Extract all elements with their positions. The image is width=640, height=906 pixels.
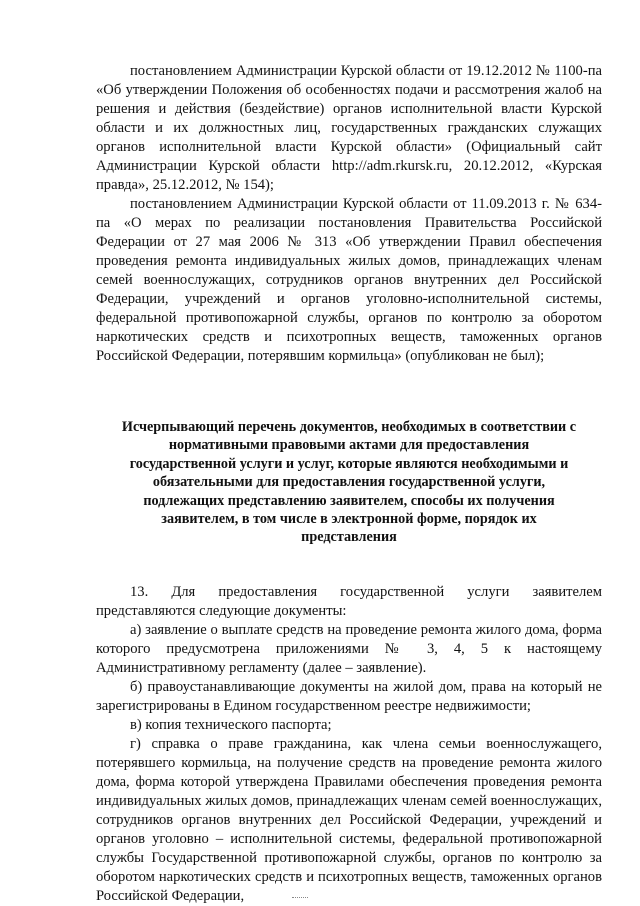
list-item-b: б) правоустанавливающие документы на жилой дом, права на который не зарегистрированы в Едином государственном реестре недвижимости; bbox=[96, 678, 602, 714]
section-spacer bbox=[96, 547, 602, 583]
list-item-g: г) справка о праве гражданина, как члена семьи военнослужащего, потерявшего кормильца, на получение средств на проведение ремонта жилого дома, форма которой утверждена Правилами обеспечения проведения ремонта индивидуальных жилых домов, принадлежащих членам семей военнослужащих, сотрудников органов внутренних дел Российской Федерации, учреждений и органов уголовно – исполнительной системы, федеральной противопожарной службы Государственной противопожарной службы, органов по контролю за оборотом наркотических средств и психотропных веществ, таможенных органов Российской Федерации, bbox=[96, 735, 602, 904]
paragraph-item-13: 13. Для предоставления государственной услуги заявителем представляются следующие документы: bbox=[96, 583, 602, 619]
list-item-a: а) заявление о выплате средств на проведение ремонта жилого дома, форма которого предусмотрена приложениями № 3, 4, 5 к настоящему Административному регламенту (далее – заявление). bbox=[96, 621, 602, 676]
section-heading: Исчерпывающий перечень документов, необходимых в соответствии с нормативными правовыми актами для предоставления государственной услуги и услуг, которые являются необходимыми и обязательными для предоставления государственной услуги, подлежащих представлению заявителем, способы их получения заявителем, в том числе в электронной форме, порядок их представления bbox=[121, 419, 577, 546]
paragraph-decree-634: постановлением Администрации Курской области от 11.09.2013 г. № 634-па «О мерах по реализации постановления Правительства Российской Федерации от 27 мая 2006 № 313 «Об утверждении Правил обеспечения проведения ремонта индивидуальных жилых домов, принадлежащих членам семей военнослужащих, сотрудников органов внутренних дел Российской Федерации, учреждений и органов уголовно-исполнительной системы, федеральной противопожарной службы, органов по контролю за оборотом наркотических средств и психотропных веществ, таможенных органов Российской Федерации, потерявшим кормильца» (опубликован не был); bbox=[96, 196, 602, 364]
scan-artifact bbox=[292, 897, 308, 901]
list-item-v: в) копия технического паспорта; bbox=[130, 716, 332, 733]
paragraph-decree-1100: постановлением Администрации Курской области от 19.12.2012 № 1100-па «Об утверждении Положения об особенностях подачи и рассмотрения жалоб на решения и действия (бездействие) органов исполнительной власти Курской области и их должностных лиц, государственных гражданских служащих органов исполнительной власти Курской области» (Официальный сайт Администрации Курской области http://adm.rkursk.ru, 20.12.2012, «Курская правда», 25.12.2012, № 154); bbox=[96, 63, 602, 193]
